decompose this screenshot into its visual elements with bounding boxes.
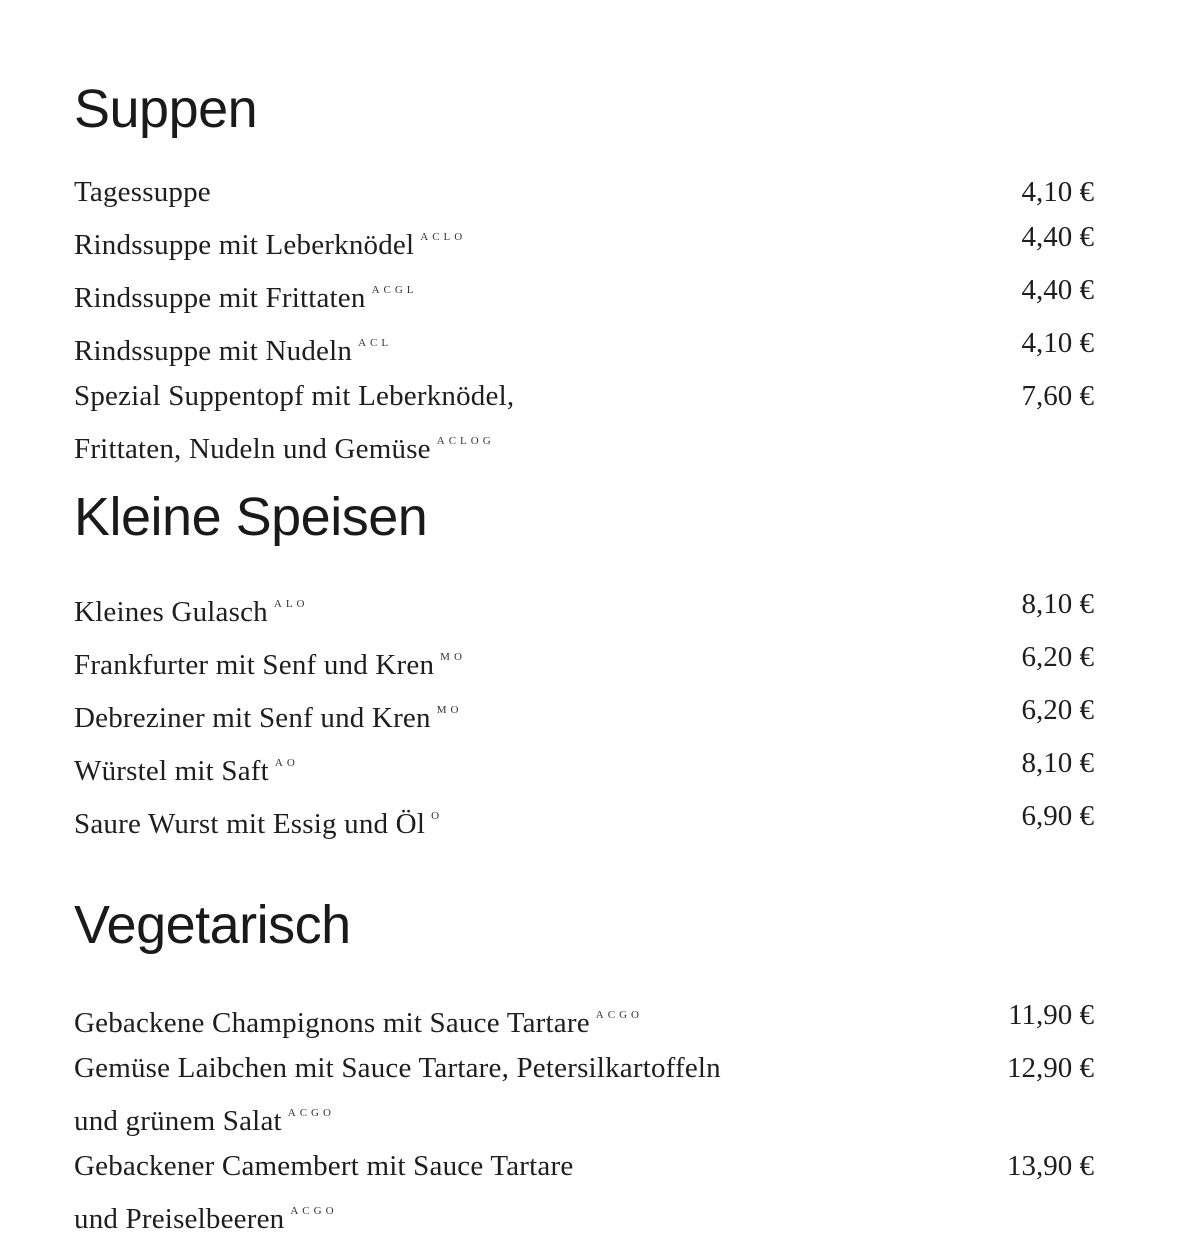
item-name: Tagessuppe (74, 176, 211, 208)
item-price: 8,10 € (1021, 588, 1094, 620)
item-price: 4,40 € (1021, 221, 1094, 253)
item-name: Debreziner mit Senf und Kren (74, 702, 431, 734)
item-price: 12,90 € (1007, 1052, 1094, 1084)
item-price: 8,10 € (1021, 747, 1094, 779)
item-name: Saure Wurst mit Essig und Öl (74, 808, 426, 840)
section-kleine-speisen (74, 487, 1104, 840)
menu-item (74, 794, 1104, 847)
menu-item (74, 321, 1104, 374)
menu-item (74, 170, 1104, 215)
allergen-codes: ACLOG (436, 435, 495, 447)
item-price: 11,90 € (1008, 999, 1094, 1031)
menu-item (74, 688, 1104, 741)
item-name-line2: und grünem Salat (74, 1105, 282, 1137)
allergen-codes: O (431, 810, 444, 822)
section-title: Kleine Speisen (74, 487, 428, 547)
item-price: 4,10 € (1021, 176, 1094, 208)
menu-item (74, 215, 1104, 268)
allergen-codes: ACL (358, 337, 393, 349)
allergen-codes: ALO (273, 598, 309, 610)
allergen-codes: ACGL (371, 284, 418, 296)
menu-item (74, 582, 1104, 635)
allergen-codes: ACLO (420, 231, 467, 243)
allergen-codes: ACGO (290, 1205, 338, 1217)
item-name: Gebackener Camembert mit Sauce Tartare (74, 1150, 574, 1182)
item-name: Rindssuppe mit Nudeln (74, 335, 353, 367)
item-name: Rindssuppe mit Leberknödel (74, 229, 415, 261)
menu-item (74, 268, 1104, 321)
item-name-line2: und Preiselbeeren (74, 1203, 285, 1235)
item-price: 6,90 € (1021, 800, 1094, 832)
item-price: 7,60 € (1021, 380, 1094, 412)
item-name: Gemüse Laibchen mit Sauce Tartare, Petersilkartoffeln (74, 1052, 721, 1084)
item-price: 6,20 € (1021, 694, 1094, 726)
section-suppen (74, 79, 1104, 465)
allergen-codes: MO (440, 651, 466, 663)
allergen-codes: MO (436, 704, 463, 716)
item-price: 13,90 € (1007, 1150, 1094, 1182)
item-name-line2: Frittaten, Nudeln und Gemüse (74, 433, 431, 465)
menu-item (74, 1144, 1104, 1242)
item-list (74, 993, 1104, 1242)
item-price: 6,20 € (1021, 641, 1094, 673)
section-title: Vegetarisch (74, 895, 351, 955)
item-name: Würstel mit Saft (74, 755, 269, 787)
allergen-codes: ACGO (287, 1107, 335, 1119)
menu-item (74, 741, 1104, 794)
item-name: Frankfurter mit Senf und Kren (74, 649, 435, 681)
menu-item (74, 993, 1104, 1046)
section-vegetarisch (74, 895, 1104, 1235)
item-price: 4,10 € (1021, 327, 1094, 359)
item-name: Rindssuppe mit Frittaten (74, 282, 366, 314)
item-price: 4,40 € (1021, 274, 1094, 306)
item-list (74, 582, 1104, 847)
item-name: Gebackene Champignons mit Sauce Tartare (74, 1007, 590, 1039)
item-list (74, 170, 1104, 472)
allergen-codes: AO (274, 757, 299, 769)
menu-item (74, 635, 1104, 688)
item-name: Kleines Gulasch (74, 596, 268, 628)
section-title: Suppen (74, 79, 258, 139)
menu-item (74, 1046, 1104, 1144)
allergen-codes: ACGO (595, 1009, 643, 1021)
menu-item (74, 374, 1104, 472)
item-name: Spezial Suppentopf mit Leberknödel, (74, 380, 515, 412)
